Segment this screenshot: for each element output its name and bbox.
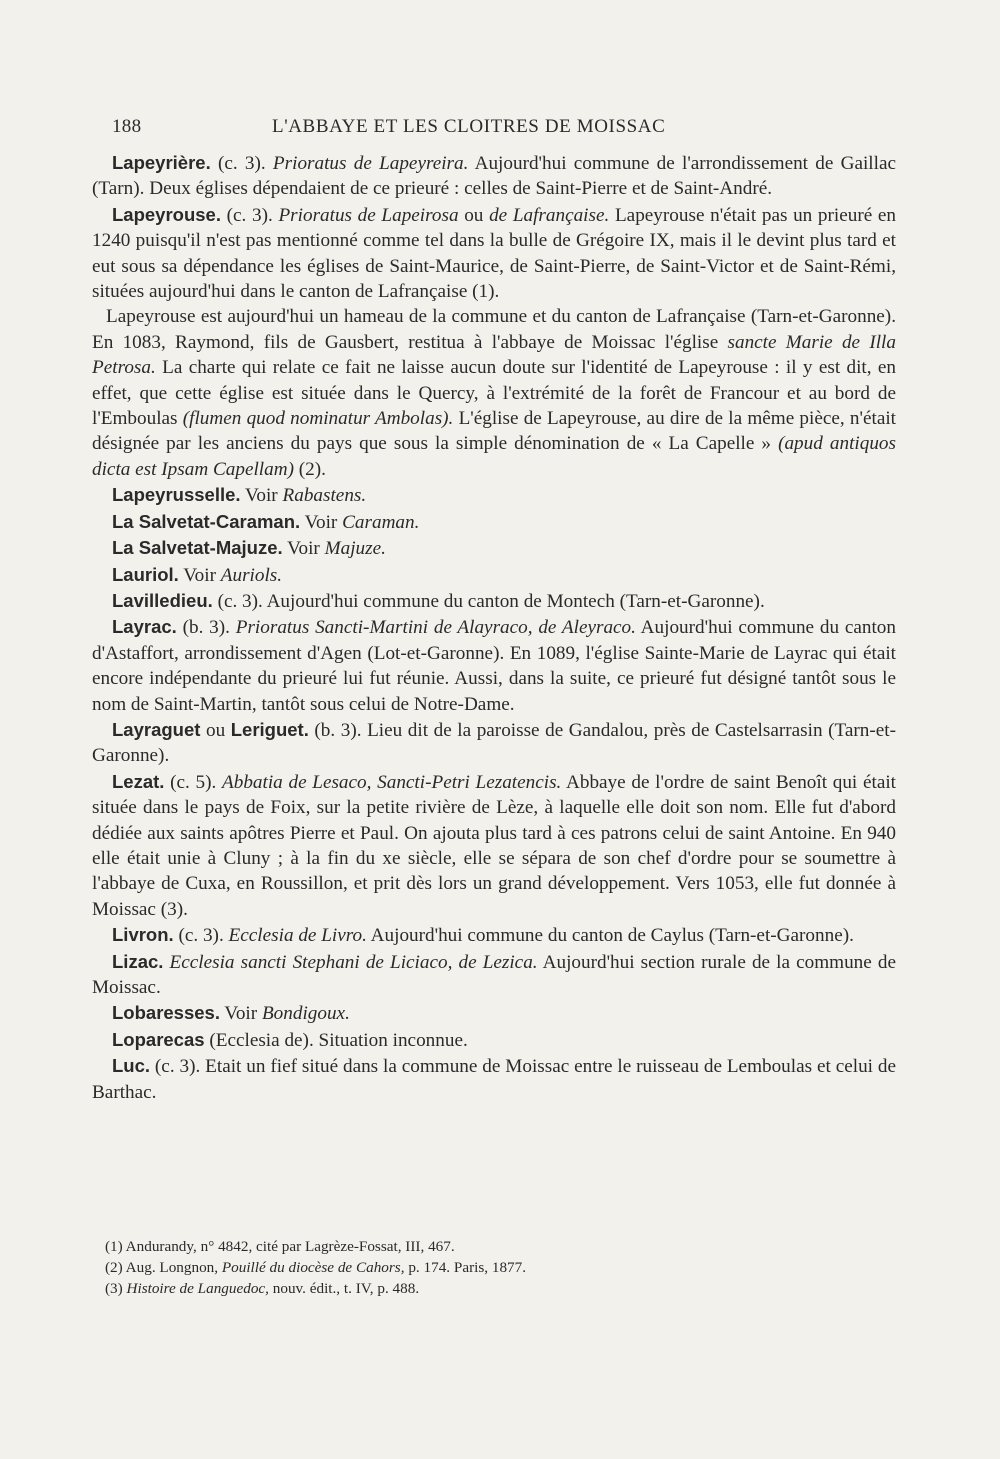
entry-latin: Caraman.: [342, 511, 420, 533]
entry-text: Voir: [300, 511, 343, 533]
headword: La Salvetat-Caraman.: [112, 510, 301, 532]
entry-latin: Prioratus de Lapeyreira.: [272, 153, 469, 174]
entry-lavilledieu: [92, 588, 896, 614]
headword: Loparecas: [112, 1028, 205, 1050]
entry-latin: Auriols.: [220, 564, 283, 586]
entry-text: (2).: [293, 458, 326, 480]
entry-lauriol: [92, 562, 896, 588]
footnote-title: Pouillé du diocèse de Cahors,: [221, 1259, 405, 1276]
entry-la-salvetat-caraman: [92, 509, 896, 535]
footnote-3: [105, 1278, 805, 1299]
entry-latin: sancte Marie de Illa Petrosa.: [92, 331, 896, 379]
entry-text: Voir: [240, 485, 283, 507]
entry-la-salvetat-majuze: [92, 535, 896, 561]
entry-text: Aujourd'hui commune de l'arrondissement de Gaillac (Tarn). Deux églises dépendaient de ce prieuré : celles de Saint-Pierre et de Saint-André.: [92, 153, 896, 200]
headword: Lapeyrusselle.: [112, 484, 241, 506]
paragraph-lapeyrouse-history: [92, 304, 896, 482]
entry-latin: Prioratus de Lapeirosa: [278, 204, 459, 226]
entry-text: ou: [200, 719, 231, 741]
footnote-text: (2) Aug. Longnon,: [105, 1259, 222, 1276]
entry-text: (c. 3). Aujourd'hui commune du canton de Montech (Tarn-et-Garonne).: [212, 590, 765, 612]
entry-lapeyrusselle: [92, 482, 896, 508]
entry-layraguet: [92, 717, 896, 769]
footnote-title: Histoire de Languedoc,: [126, 1280, 269, 1297]
entry-lobaresses: [92, 1000, 896, 1026]
footnote-1: [105, 1236, 805, 1257]
entry-latin: Ecclesia de Livro.: [228, 925, 367, 947]
headword: Lizac.: [112, 950, 164, 972]
entry-text: Lapeyrouse n'était pas un prieuré en 1240 puisqu'il n'est pas mentionné comme tel dans la bulle de Grégoire IX, mais il le devint plus tard et eut sous sa dépendance les églises de Saint-Maurice, de Saint-Pierre, de Saint-Victor et de Saint-Rémi, situées aujourd'hui dans le canton de Lafrançaise (1).: [92, 204, 897, 303]
entry-text: Aujourd'hui section rurale de la commune de Moissac.: [92, 951, 897, 998]
headword: Lavilledieu.: [112, 589, 213, 611]
entry-text: (c. 3).: [173, 925, 229, 947]
footnote-text: nouv. édit., t. IV, p. 488.: [268, 1280, 420, 1297]
entry-latin: de Lafrançaise.: [489, 204, 610, 226]
headword: Layraguet: [112, 718, 201, 740]
headword: Lapeyrouse.: [112, 203, 221, 225]
entry-latin: Abbatia de Lesaco, Sancti-Petri Lezatencis.: [222, 771, 562, 793]
footnote-text: (1) Andurandy, n° 4842, cité par Lagrèze-Fossat, III, 467.: [105, 1238, 455, 1255]
entry-latin: Ecclesia sancti Stephani de Liciaco, de Lezica.: [169, 951, 538, 973]
footnotes: [105, 1236, 805, 1299]
running-title: L'ABBAYE ET LES CLOITRES DE MOISSAC: [272, 116, 666, 137]
headword: Leriguet.: [230, 718, 309, 740]
entry-loparecas: [92, 1027, 896, 1053]
headword: La Salvetat-Majuze.: [112, 537, 283, 559]
entry-lizac: [92, 949, 896, 1001]
entry-latin: Rabastens.: [282, 485, 367, 507]
headword: Livron.: [112, 924, 174, 946]
headword: Lobaresses.: [112, 1002, 220, 1024]
entry-lapeyrouse: [92, 202, 896, 305]
entry-lapeyriere: [92, 150, 896, 202]
entry-text: Lapeyrouse est aujourd'hui un hameau de la commune et du canton de Lafrançaise (Tarn-et-Garonne). En 1083, Raymond, fils de Gausbert, restitua à l'abbaye de Moissac l'église: [92, 306, 896, 353]
entry-latin: (flumen quod nominatur Ambolas).: [182, 408, 454, 430]
entry-text: (b. 3).: [176, 617, 236, 639]
entry-text: (c. 5).: [164, 771, 223, 793]
entry-text: Aujourd'hui commune du canton d'Astaffort, arrondissement d'Agen (Lot-et-Garonne). En 1089, l'église Sainte-Marie de Layrac qui était encore indépendante du prieuré lui fut réunie. Aussi, dans la suite, ce prieuré fut désigné tantôt sous le nom de Saint-Martin, tantôt sous celui de Notre-Dame.: [92, 617, 896, 715]
entry-text: (b. 3). Lieu dit de la paroisse de Gandalou, près de Castelsarrasin (Tarn-et-Garonne).: [92, 719, 897, 767]
entry-latin: Majuze.: [324, 538, 386, 560]
entry-text: La charte qui relate ce fait ne laisse aucun doute sur l'identité de Lapeyrouse : il y est dit, en effet, que cette église est située dans le Quercy, à l'extrémité de la forêt de Francour et au bord de l'Emboulas: [92, 357, 896, 430]
headword: Layrac.: [112, 616, 177, 638]
headword: Luc.: [112, 1055, 151, 1077]
entry-text: Abbaye de l'ordre de saint Benoît qui était située dans le pays de Foix, sur la petite rivière de Lèze, à laquelle elle doit son nom. Elle fut d'abord dédiée aux saints apôtres Pierre et Paul. On ajouta plus tard à ces patrons celui de saint Antoine. En 940 elle était unie à Cluny ; à la fin du xe siècle, elle se sépara de son chef d'ordre pour se soumettre à l'abbaye de Cuxa, en Roussillon, et prit dès lors un grand développement. Vers 1053, elle fut donnée à Moissac (3).: [92, 771, 896, 920]
entry-latin: (apud antiquos dicta est Ipsam Capellam): [92, 433, 896, 480]
footnote-text: (3): [105, 1280, 127, 1297]
headword: Lapeyrière.: [112, 152, 211, 173]
entry-text: ou: [458, 204, 490, 226]
entry-text: (c. 3).: [221, 204, 279, 226]
entry-livron: [92, 922, 896, 948]
footnote-text: p. 174. Paris, 1877.: [404, 1259, 527, 1276]
entry-text: (c. 3). Etait un fief situé dans la commune de Moissac entre le ruisseau de Lemboulas et celui de Barthac.: [92, 1056, 896, 1103]
entry-text: (Ecclesia de). Situation inconnue.: [204, 1029, 468, 1051]
entry-lezat: [92, 769, 896, 922]
entry-text: L'église de Lapeyrouse, au dire de la même pièce, n'était désignée par les anciens du pays que sous la simple dénomination de « La Capelle »: [92, 408, 896, 455]
headword: Lezat.: [112, 770, 165, 792]
entry-text: Voir: [282, 538, 325, 560]
entry-text: Voir: [219, 1003, 262, 1025]
footnote-2: [105, 1257, 805, 1278]
headword: Lauriol.: [112, 563, 179, 585]
entry-layrac: [92, 614, 896, 717]
page-number: 188: [112, 116, 142, 137]
entry-text: (c. 3).: [210, 153, 273, 174]
entry-latin: Bondigoux.: [261, 1003, 350, 1025]
entry-luc: [92, 1053, 896, 1105]
entry-text: Voir: [178, 564, 221, 586]
main-text: [92, 150, 896, 1105]
entry-text: Aujourd'hui commune du canton de Caylus (Tarn-et-Garonne).: [366, 925, 854, 947]
entry-latin: Prioratus Sancti-Martini de Alayraco, de Aleyraco.: [235, 617, 636, 639]
